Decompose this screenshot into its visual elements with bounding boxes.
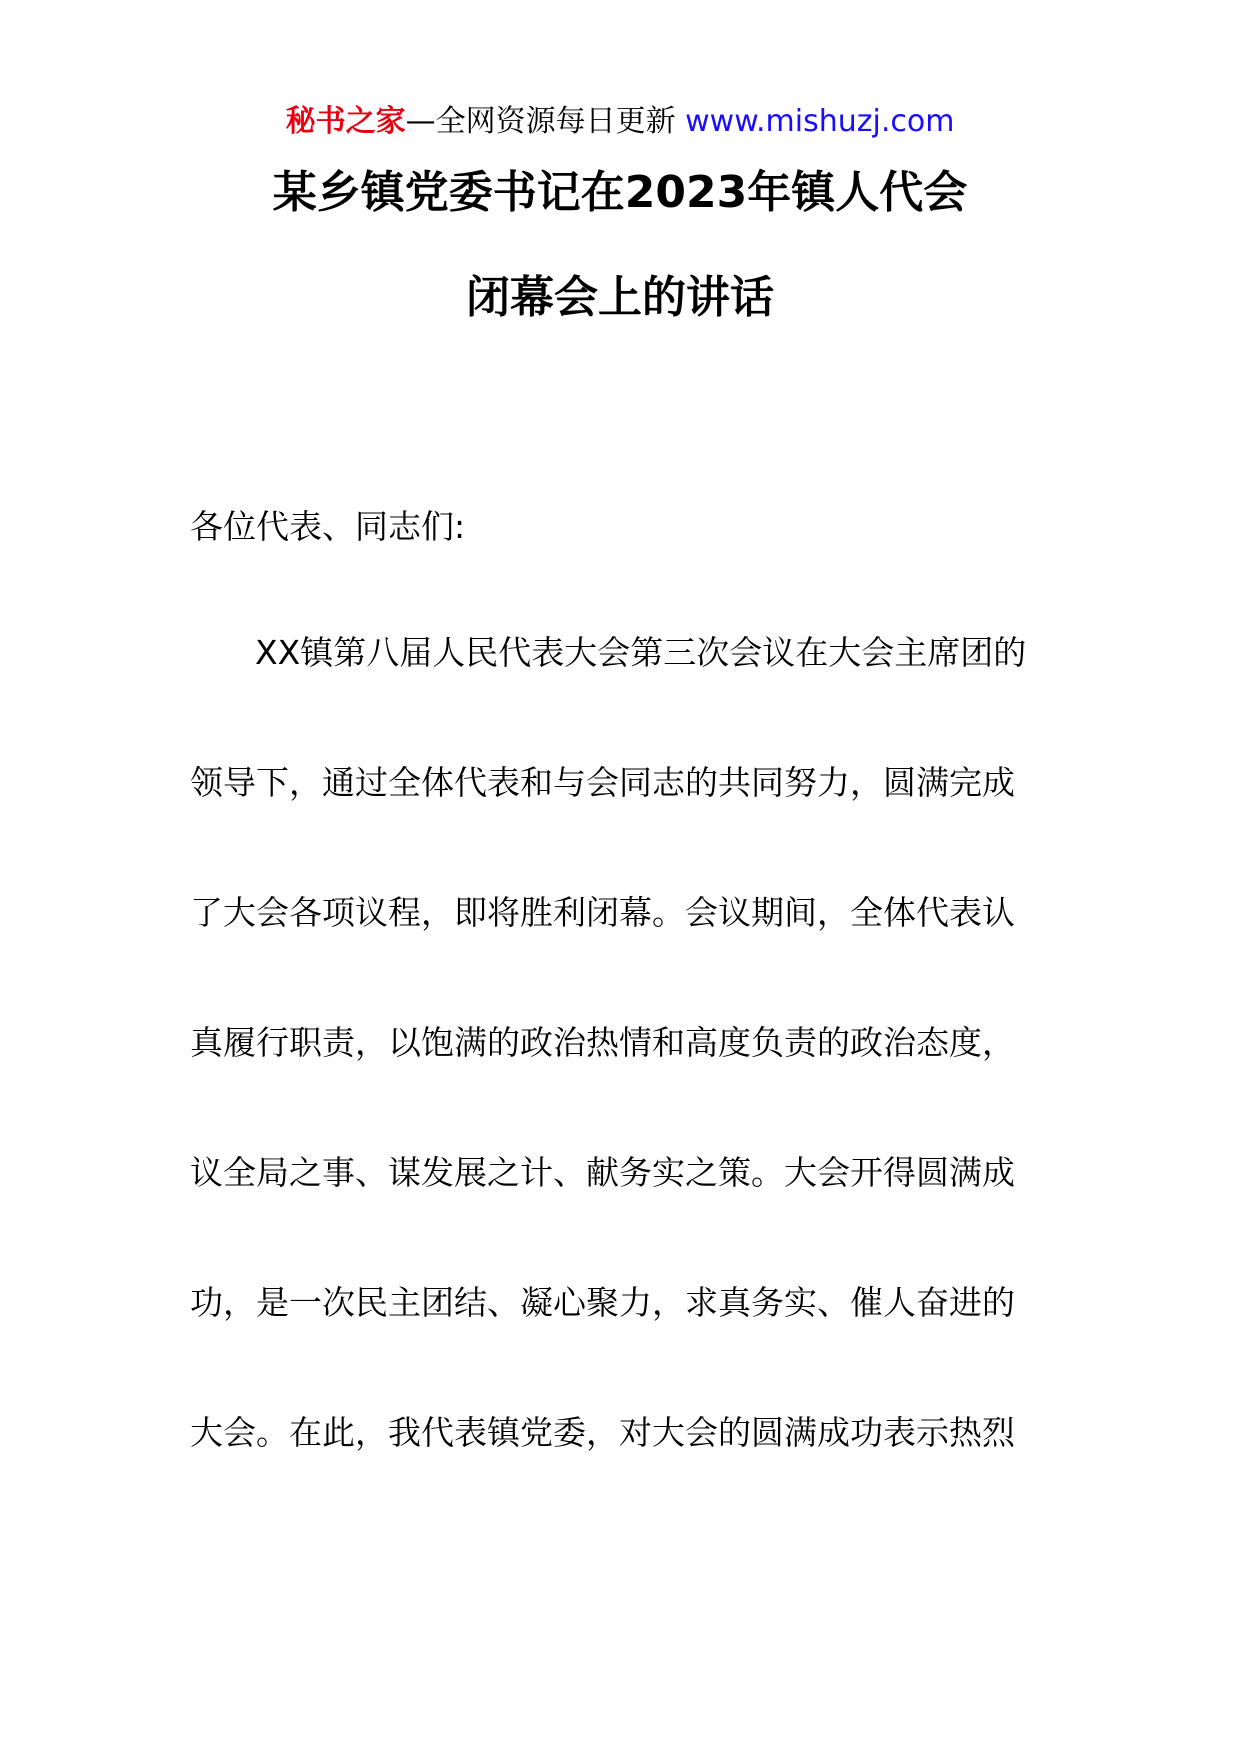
site-header <box>0 100 1240 144</box>
paragraph-line: 功，是一次民主团结、凝心聚力，求真务实、催人奋进的 <box>190 1283 1015 1322</box>
document-title-line-2: 闭幕会上的讲话 <box>466 272 774 323</box>
paragraph-line: 真履行职责，以饱满的政治热情和高度负责的政治态度， <box>190 1023 1015 1062</box>
paragraph-line: 大会。在此，我代表镇党委，对大会的圆满成功表示热烈 <box>190 1413 1015 1452</box>
site-slogan: —全网资源每日更新 <box>405 104 676 139</box>
paragraph-line: 议全局之事、谋发展之计、献务实之策。大会开得圆满成 <box>190 1153 1015 1192</box>
document-title-line-1: 某乡镇党委书记在2023年镇人代会 <box>272 167 968 218</box>
site-url[interactable]: www.mishuzj.com <box>685 104 955 139</box>
brand-name: 秘书之家 <box>285 104 406 139</box>
paragraph-line: 了大会各项议程，即将胜利闭幕。会议期间，全体代表认 <box>190 893 1015 932</box>
paragraph-line: 领导下，通过全体代表和与会同志的共同努力，圆满完成 <box>190 763 1015 802</box>
paragraph-line: XX镇第八届人民代表大会第三次会议在大会主席团的 <box>255 633 1027 672</box>
greeting: 各位代表、同志们: <box>190 507 466 546</box>
